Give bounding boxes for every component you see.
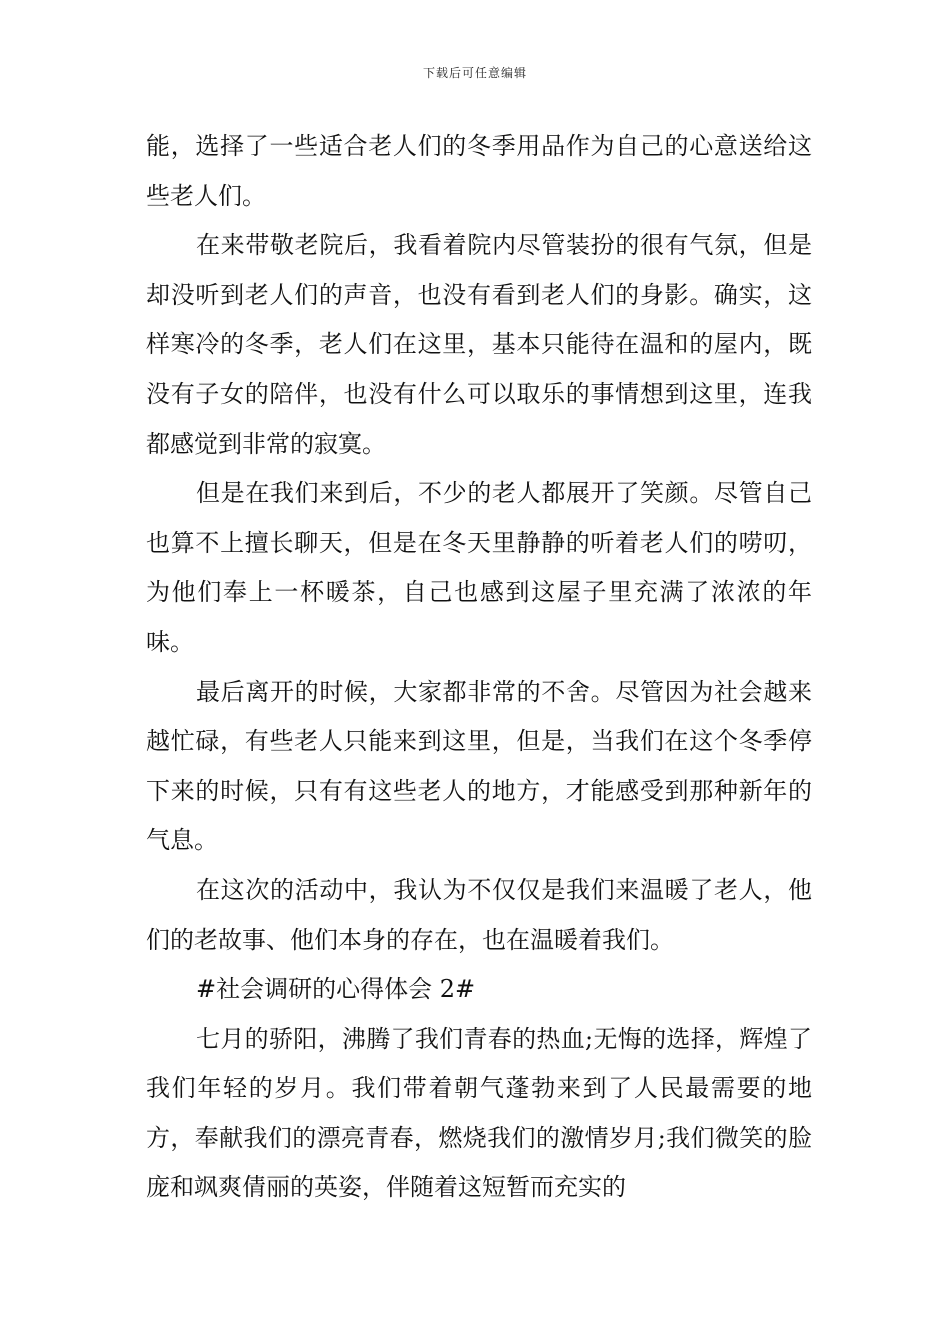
paragraph-1: 能，选择了一些适合老人们的冬季用品作为自己的心意送给这些老人们。: [146, 132, 812, 210]
section-heading: #社会调研的心得体会 2#: [196, 975, 476, 1004]
paragraph-2: 在来带敬老院后，我看着院内尽管装扮的很有气氛，但是却没听到老人们的声音，也没有看到老人们的身影。确实，这样寒冷的冬季，老人们在这里，基本只能待在温和的屋内，既没有子女的陪伴，也没有什么可以取乐的事情想到这里，连我都感觉到非常的寂寞。: [146, 231, 812, 458]
page-header: 下载后可任意编辑: [422, 66, 527, 80]
paragraph-5: 在这次的活动中，我认为不仅仅是我们来温暖了老人，他们的老故事、他们本身的存在，也在温暖着我们。: [146, 875, 812, 954]
paragraph-3: 但是在我们来到后，不少的老人都展开了笑颜。尽管自己也算不上擅长聊天，但是在冬天里静静的听着老人们的唠叨，为他们奉上一杯暖茶，自己也感到这屋子里充满了浓浓的年味。: [146, 479, 812, 656]
paragraph-4: 最后离开的时候，大家都非常的不舍。尽管因为社会越来越忙碌，有些老人只能来到这里，但是，当我们在这个冬季停下来的时候，只有有这些老人的地方，才能感受到那种新年的气息。: [146, 677, 812, 855]
paragraph-6: 七月的骄阳，沸腾了我们青春的热血;无悔的选择，辉煌了我们年轻的岁月。我们带着朝气蓬勃来到了人民最需要的地方，奉献我们的漂亮青春，燃烧我们的激情岁月;我们微笑的脸庞和飒爽倩丽的英姿，伴随着这短暂而充实的: [146, 1024, 812, 1202]
document-body: [146, 122, 812, 1213]
